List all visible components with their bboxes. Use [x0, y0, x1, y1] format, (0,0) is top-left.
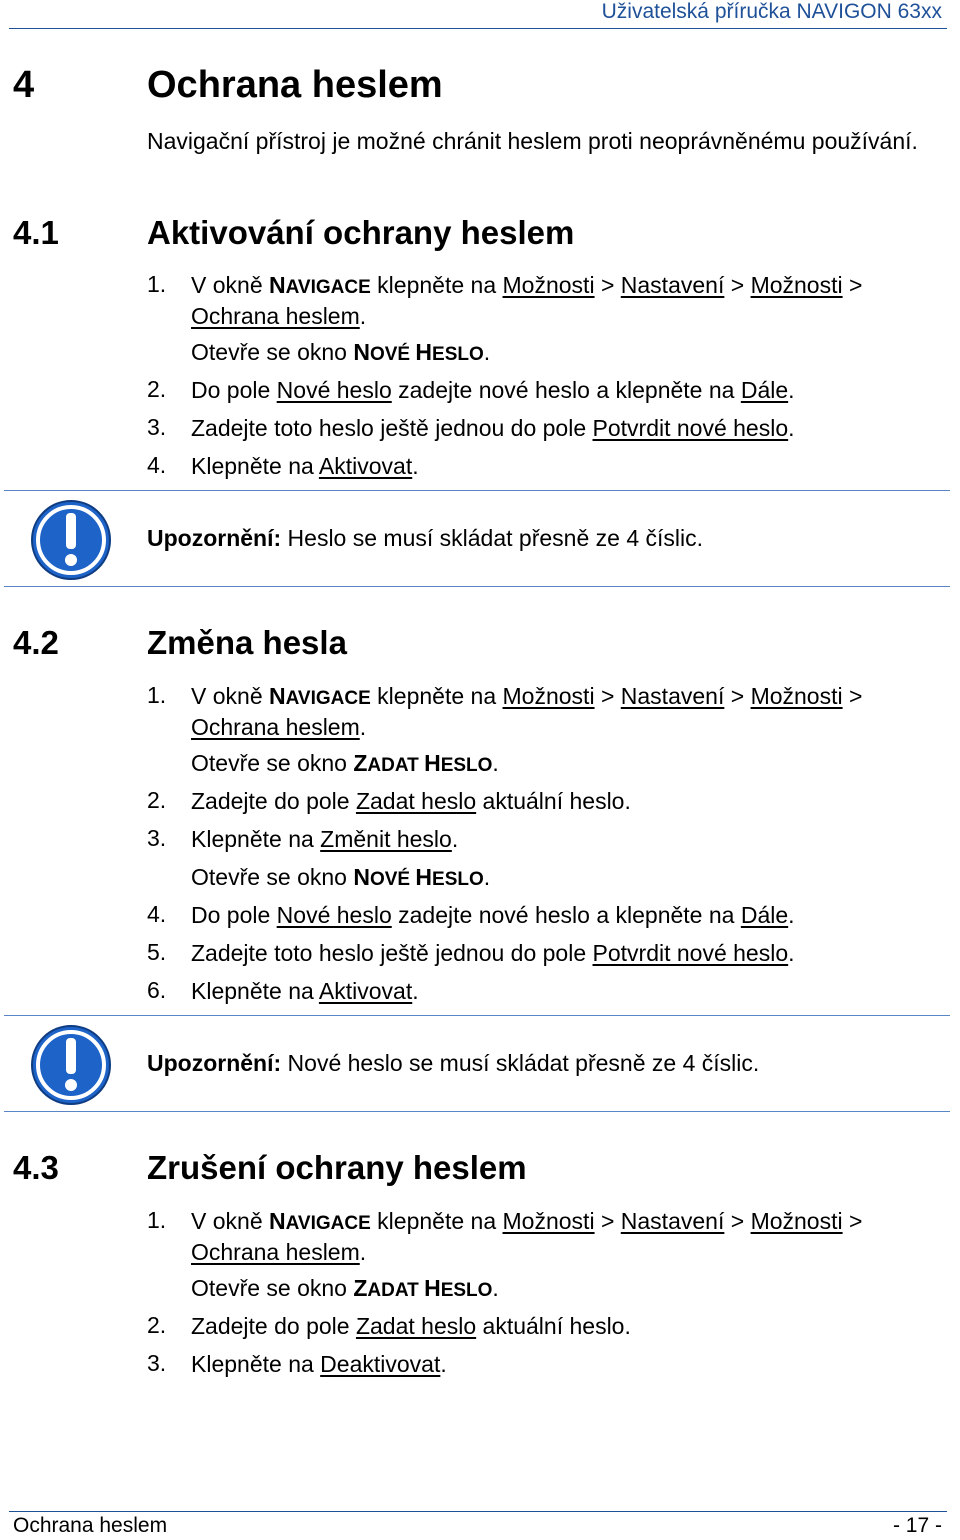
note-rule-top [4, 1015, 950, 1016]
link-ochrana-heslem[interactable]: Ochrana heslem [191, 714, 360, 740]
step-number: 2. [147, 1312, 167, 1338]
footer-rule [9, 1511, 947, 1512]
note-rule-bottom [4, 586, 950, 587]
page-number: - 17 - [892, 1514, 942, 1537]
link-ochrana-heslem[interactable]: Ochrana heslem [191, 1239, 360, 1265]
link-moznosti-2[interactable]: Možnosti [750, 272, 843, 298]
step-number: 5. [147, 939, 167, 965]
step-4-2-3: Klepněte na Změnit heslo. [191, 826, 459, 852]
section-number-4-2: 4.2 [13, 624, 59, 661]
section-title-4-2: Změna hesla [147, 624, 347, 661]
note-text: Upozornění: Heslo se musí skládat přesně ze 4 číslic. [147, 525, 703, 551]
step-number: 2. [147, 376, 167, 402]
link-dale[interactable]: Dále [740, 902, 789, 928]
step-4-3-3: Klepněte na Deaktivovat. [191, 1351, 447, 1377]
header-title: Uživatelská příručka NAVIGON 63xx [601, 0, 942, 23]
step-4-3-1: V okně NAVIGACE klepněte na Možnosti > Nastavení > Možnosti > Ochrana heslem. [191, 1208, 863, 1265]
result-4-3-1: Otevře se okno ZADAT HESLO. [191, 1275, 499, 1301]
step-4-2-2: Zadejte do pole Zadat heslo aktuální heslo. [191, 788, 631, 814]
exclamation-icon [30, 1024, 112, 1106]
step-4-1-1: V okně NAVIGACE klepněte na Možnosti > Nastavení > Možnosti > Ochrana heslem. [191, 272, 863, 329]
link-potvrdit-nove-heslo[interactable]: Potvrdit nové heslo [592, 940, 789, 966]
link-moznosti[interactable]: Možnosti [502, 683, 595, 709]
link-zadat-heslo[interactable]: Zadat heslo [355, 788, 477, 814]
link-aktivovat[interactable]: Aktivovat [318, 453, 413, 479]
link-nastaveni[interactable]: Nastavení [620, 272, 725, 298]
step-4-2-1: V okně NAVIGACE klepněte na Možnosti > Nastavení > Možnosti > Ochrana heslem. [191, 683, 863, 740]
step-number: 3. [147, 1350, 167, 1376]
step-number: 1. [147, 271, 167, 297]
link-nastaveni[interactable]: Nastavení [620, 683, 725, 709]
result-4-2-3: Otevře se okno NOVÉ HESLO. [191, 864, 491, 890]
step-4-2-4: Do pole Nové heslo zadejte nové heslo a klepněte na Dále. [191, 902, 795, 928]
result-4-1-1: Otevře se okno NOVÉ HESLO. [191, 339, 491, 365]
window-name: NOVÉ HESLO [353, 339, 484, 365]
step-4-1-3: Zadejte toto heslo ještě jednou do pole Potvrdit nové heslo. [191, 415, 795, 441]
chapter-intro: Navigační přístroj je možné chránit heslem proti neoprávněnému používání. [147, 128, 918, 154]
link-ochrana-heslem[interactable]: Ochrana heslem [191, 303, 360, 329]
link-nove-heslo[interactable]: Nové heslo [276, 902, 392, 928]
step-4-1-2: Do pole Nové heslo zadejte nové heslo a klepněte na Dále. [191, 377, 795, 403]
section-title-4-3: Zrušení ochrany heslem [147, 1149, 527, 1186]
section-title-4-1: Aktivování ochrany heslem [147, 214, 575, 251]
window-name: ZADAT HESLO [353, 750, 493, 776]
link-zmenit-heslo[interactable]: Změnit heslo [320, 826, 452, 852]
link-aktivovat[interactable]: Aktivovat [318, 978, 413, 1004]
window-name: NAVIGACE [269, 272, 371, 298]
window-name: ZADAT HESLO [353, 1275, 493, 1301]
step-4-2-5: Zadejte toto heslo ještě jednou do pole Potvrdit nové heslo. [191, 940, 795, 966]
link-moznosti[interactable]: Možnosti [502, 272, 595, 298]
step-4-2-6: Klepněte na Aktivovat. [191, 978, 419, 1004]
step-number: 2. [147, 787, 167, 813]
link-moznosti-2[interactable]: Možnosti [750, 1208, 843, 1234]
window-name: NAVIGACE [269, 683, 371, 709]
footer-chapter: Ochrana heslem [13, 1514, 168, 1537]
note-rule-bottom [4, 1111, 950, 1112]
step-number: 3. [147, 414, 167, 440]
note-rule-top [4, 490, 950, 491]
section-number-4-1: 4.1 [13, 214, 59, 251]
link-zadat-heslo[interactable]: Zadat heslo [355, 1313, 477, 1339]
step-number: 3. [147, 825, 167, 851]
step-number: 6. [147, 977, 167, 1003]
link-potvrdit-nove-heslo[interactable]: Potvrdit nové heslo [592, 415, 789, 441]
note-text: Upozornění: Nové heslo se musí skládat přesně ze 4 číslic. [147, 1050, 760, 1076]
step-number: 1. [147, 682, 167, 708]
step-number: 4. [147, 452, 167, 478]
step-4-3-2: Zadejte do pole Zadat heslo aktuální heslo. [191, 1313, 631, 1339]
chapter-number: 4 [13, 64, 35, 106]
result-4-2-1: Otevře se okno ZADAT HESLO. [191, 750, 499, 776]
window-name: NAVIGACE [269, 1208, 371, 1234]
window-name: NOVÉ HESLO [353, 864, 484, 890]
step-4-1-4: Klepněte na Aktivovat. [191, 453, 419, 479]
link-nastaveni[interactable]: Nastavení [620, 1208, 725, 1234]
link-nove-heslo[interactable]: Nové heslo [276, 377, 392, 403]
link-moznosti[interactable]: Možnosti [502, 1208, 595, 1234]
section-number-4-3: 4.3 [13, 1149, 59, 1186]
link-moznosti-2[interactable]: Možnosti [750, 683, 843, 709]
exclamation-icon [30, 499, 112, 581]
step-number: 1. [147, 1207, 167, 1233]
link-dale[interactable]: Dále [740, 377, 789, 403]
header-rule [9, 28, 947, 29]
chapter-title: Ochrana heslem [147, 64, 443, 106]
link-deaktivovat[interactable]: Deaktivovat [320, 1351, 441, 1377]
step-number: 4. [147, 901, 167, 927]
